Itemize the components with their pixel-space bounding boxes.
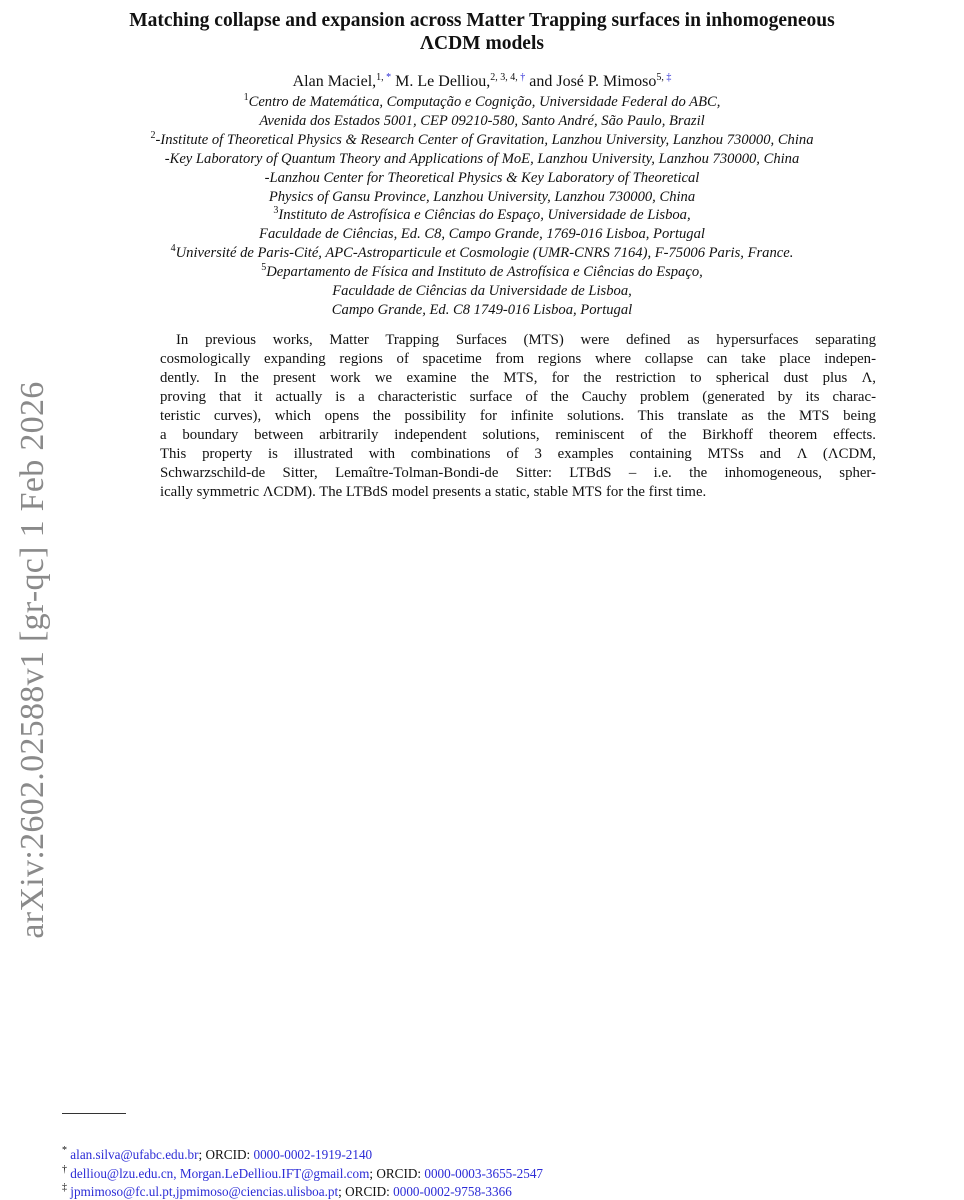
abstract-line: dently. In the present work we examine the MTS, for the restriction to spherical dust plus Λ, — [160, 370, 876, 386]
affiliation-line — [0, 170, 964, 187]
affiliation-text: Centro de Matemática, Computação e Cognição, Universidade Federal do ABC, — [248, 94, 721, 110]
affiliation-text: Avenida dos Estados 5001, CEP 09210-580, Santo André, São Paulo, Brazil — [259, 113, 705, 129]
abstract-line: cosmologically expanding regions of spacetime from regions where collapse can take place indepen- — [160, 351, 876, 367]
affiliation-number: 2 — [150, 130, 156, 141]
affiliation-text: Faculdade de Ciências da Universidade de Lisboa, — [332, 283, 632, 299]
affiliation-line — [0, 189, 964, 206]
footnote-mark: * — [62, 1145, 67, 1156]
abstract-line: a boundary between arbitrarily independent solutions, reminiscent of the Birkhoff theorem effects. — [160, 427, 876, 443]
abstract-line: teristic curves), which opens the possibility for infinite solutions. This translate as the MTS being — [160, 408, 876, 424]
affiliation-line — [0, 207, 964, 224]
affiliation-text: -Key Laboratory of Quantum Theory and Applications of MoE, Lanzhou University, Lanzhou 730000, China — [164, 151, 800, 167]
email-link[interactable]: alan.silva@ufabc.edu.br — [70, 1147, 199, 1162]
orcid-link[interactable]: 0000-0002-1919-2140 — [253, 1147, 373, 1162]
affiliation-line — [0, 283, 964, 300]
author-name: M. Le Delliou, — [395, 73, 491, 90]
footnote — [62, 1184, 512, 1200]
affiliation-line — [0, 94, 964, 111]
affiliation-line — [0, 132, 964, 149]
footnote-mark: ‡ — [62, 1182, 67, 1193]
affiliation-line — [0, 113, 964, 130]
footnote-link[interactable]: ‡ — [666, 72, 672, 83]
email-link[interactable]: delliou@lzu.edu.cn, Morgan.LeDelliou.IFT@gmail.com — [70, 1166, 370, 1181]
affiliation-text: Université de Paris-Cité, APC-Astroparticule et Cosmologie (UMR-CNRS 7164), F-75006 Paris, France. — [175, 245, 794, 261]
affiliation-number: 3 — [273, 205, 279, 216]
affiliation-text: Departamento de Física and Instituto de Astrofísica e Ciências do Espaço, — [266, 264, 703, 280]
author-name: Alan Maciel, — [292, 73, 377, 90]
paper-title-line-2: ΛCDM models — [420, 33, 544, 54]
affiliation-line — [0, 302, 964, 319]
footnote-link[interactable]: * — [386, 72, 392, 83]
affiliation-number: 1 — [243, 92, 249, 103]
affiliation-line — [0, 245, 964, 262]
footnote — [62, 1147, 372, 1163]
abstract-line: Schwarzschild-de Sitter, Lemaître-Tolman-Bondi-de Sitter: LTBdS – i.e. the inhomogeneous, spher- — [160, 465, 876, 481]
affiliation-line — [0, 264, 964, 281]
affiliation-text: Faculdade de Ciências, Ed. C8, Campo Grande, 1769-016 Lisboa, Portugal — [259, 226, 705, 242]
email-link[interactable]: jpmimoso@fc.ul.pt,jpmimoso@ciencias.ulisboa.pt — [70, 1184, 339, 1199]
footnote-link[interactable]: † — [520, 72, 526, 83]
footnote — [62, 1166, 543, 1182]
affiliation-text: -Lanzhou Center for Theoretical Physics & Key Laboratory of Theoretical — [264, 170, 700, 186]
orcid-label: ; ORCID: — [369, 1166, 425, 1181]
affiliation-number: 5 — [261, 262, 267, 273]
orcid-link[interactable]: 0000-0002-9758-3366 — [393, 1184, 512, 1199]
author-name: and José P. Mimoso — [529, 73, 657, 90]
affiliation-text: Campo Grande, Ed. C8 1749-016 Lisboa, Portugal — [331, 302, 633, 318]
author-affiliation-ref: 1, — [376, 72, 384, 83]
orcid-label: ; ORCID: — [198, 1147, 254, 1162]
affiliation-line — [0, 226, 964, 243]
arxiv-identifier: arXiv:2602.02588v1 [gr-qc] 1 Feb 2026 — [14, 381, 51, 939]
author-list — [0, 73, 964, 91]
affiliation-text: -Institute of Theoretical Physics & Research Center of Gravitation, Lanzhou University, Lanzhou 730000, China — [155, 132, 814, 148]
footnote-mark: † — [62, 1164, 67, 1175]
affiliation-number: 4 — [170, 243, 176, 254]
abstract-line: This property is illustrated with combinations of 3 examples containing MTSs and Λ (ΛCDM, — [160, 446, 876, 462]
affiliation-line — [0, 151, 964, 168]
author-affiliation-ref: 2, 3, 4, — [490, 72, 518, 83]
affiliation-text: Physics of Gansu Province, Lanzhou University, Lanzhou 730000, China — [268, 189, 696, 205]
abstract-line: proving that it actually is a characteristic surface of the Cauchy problem (generated by its charac- — [160, 389, 876, 405]
affiliation-text: Instituto de Astrofísica e Ciências do Espaço, Universidade de Lisboa, — [278, 207, 691, 223]
abstract-line: ically symmetric ΛCDM). The LTBdS model presents a static, stable MTS for the first time. — [160, 484, 707, 500]
orcid-link[interactable]: 0000-0003-3655-2547 — [424, 1166, 544, 1181]
paper-title-line-1: Matching collapse and expansion across Matter Trapping surfaces in inhomogeneous — [129, 10, 835, 31]
abstract-line: In previous works, Matter Trapping Surfaces (MTS) were defined as hypersurfaces separating — [176, 332, 876, 348]
author-affiliation-ref: 5, — [656, 72, 664, 83]
footnote-rule — [62, 1113, 126, 1114]
orcid-label: ; ORCID: — [338, 1184, 394, 1199]
